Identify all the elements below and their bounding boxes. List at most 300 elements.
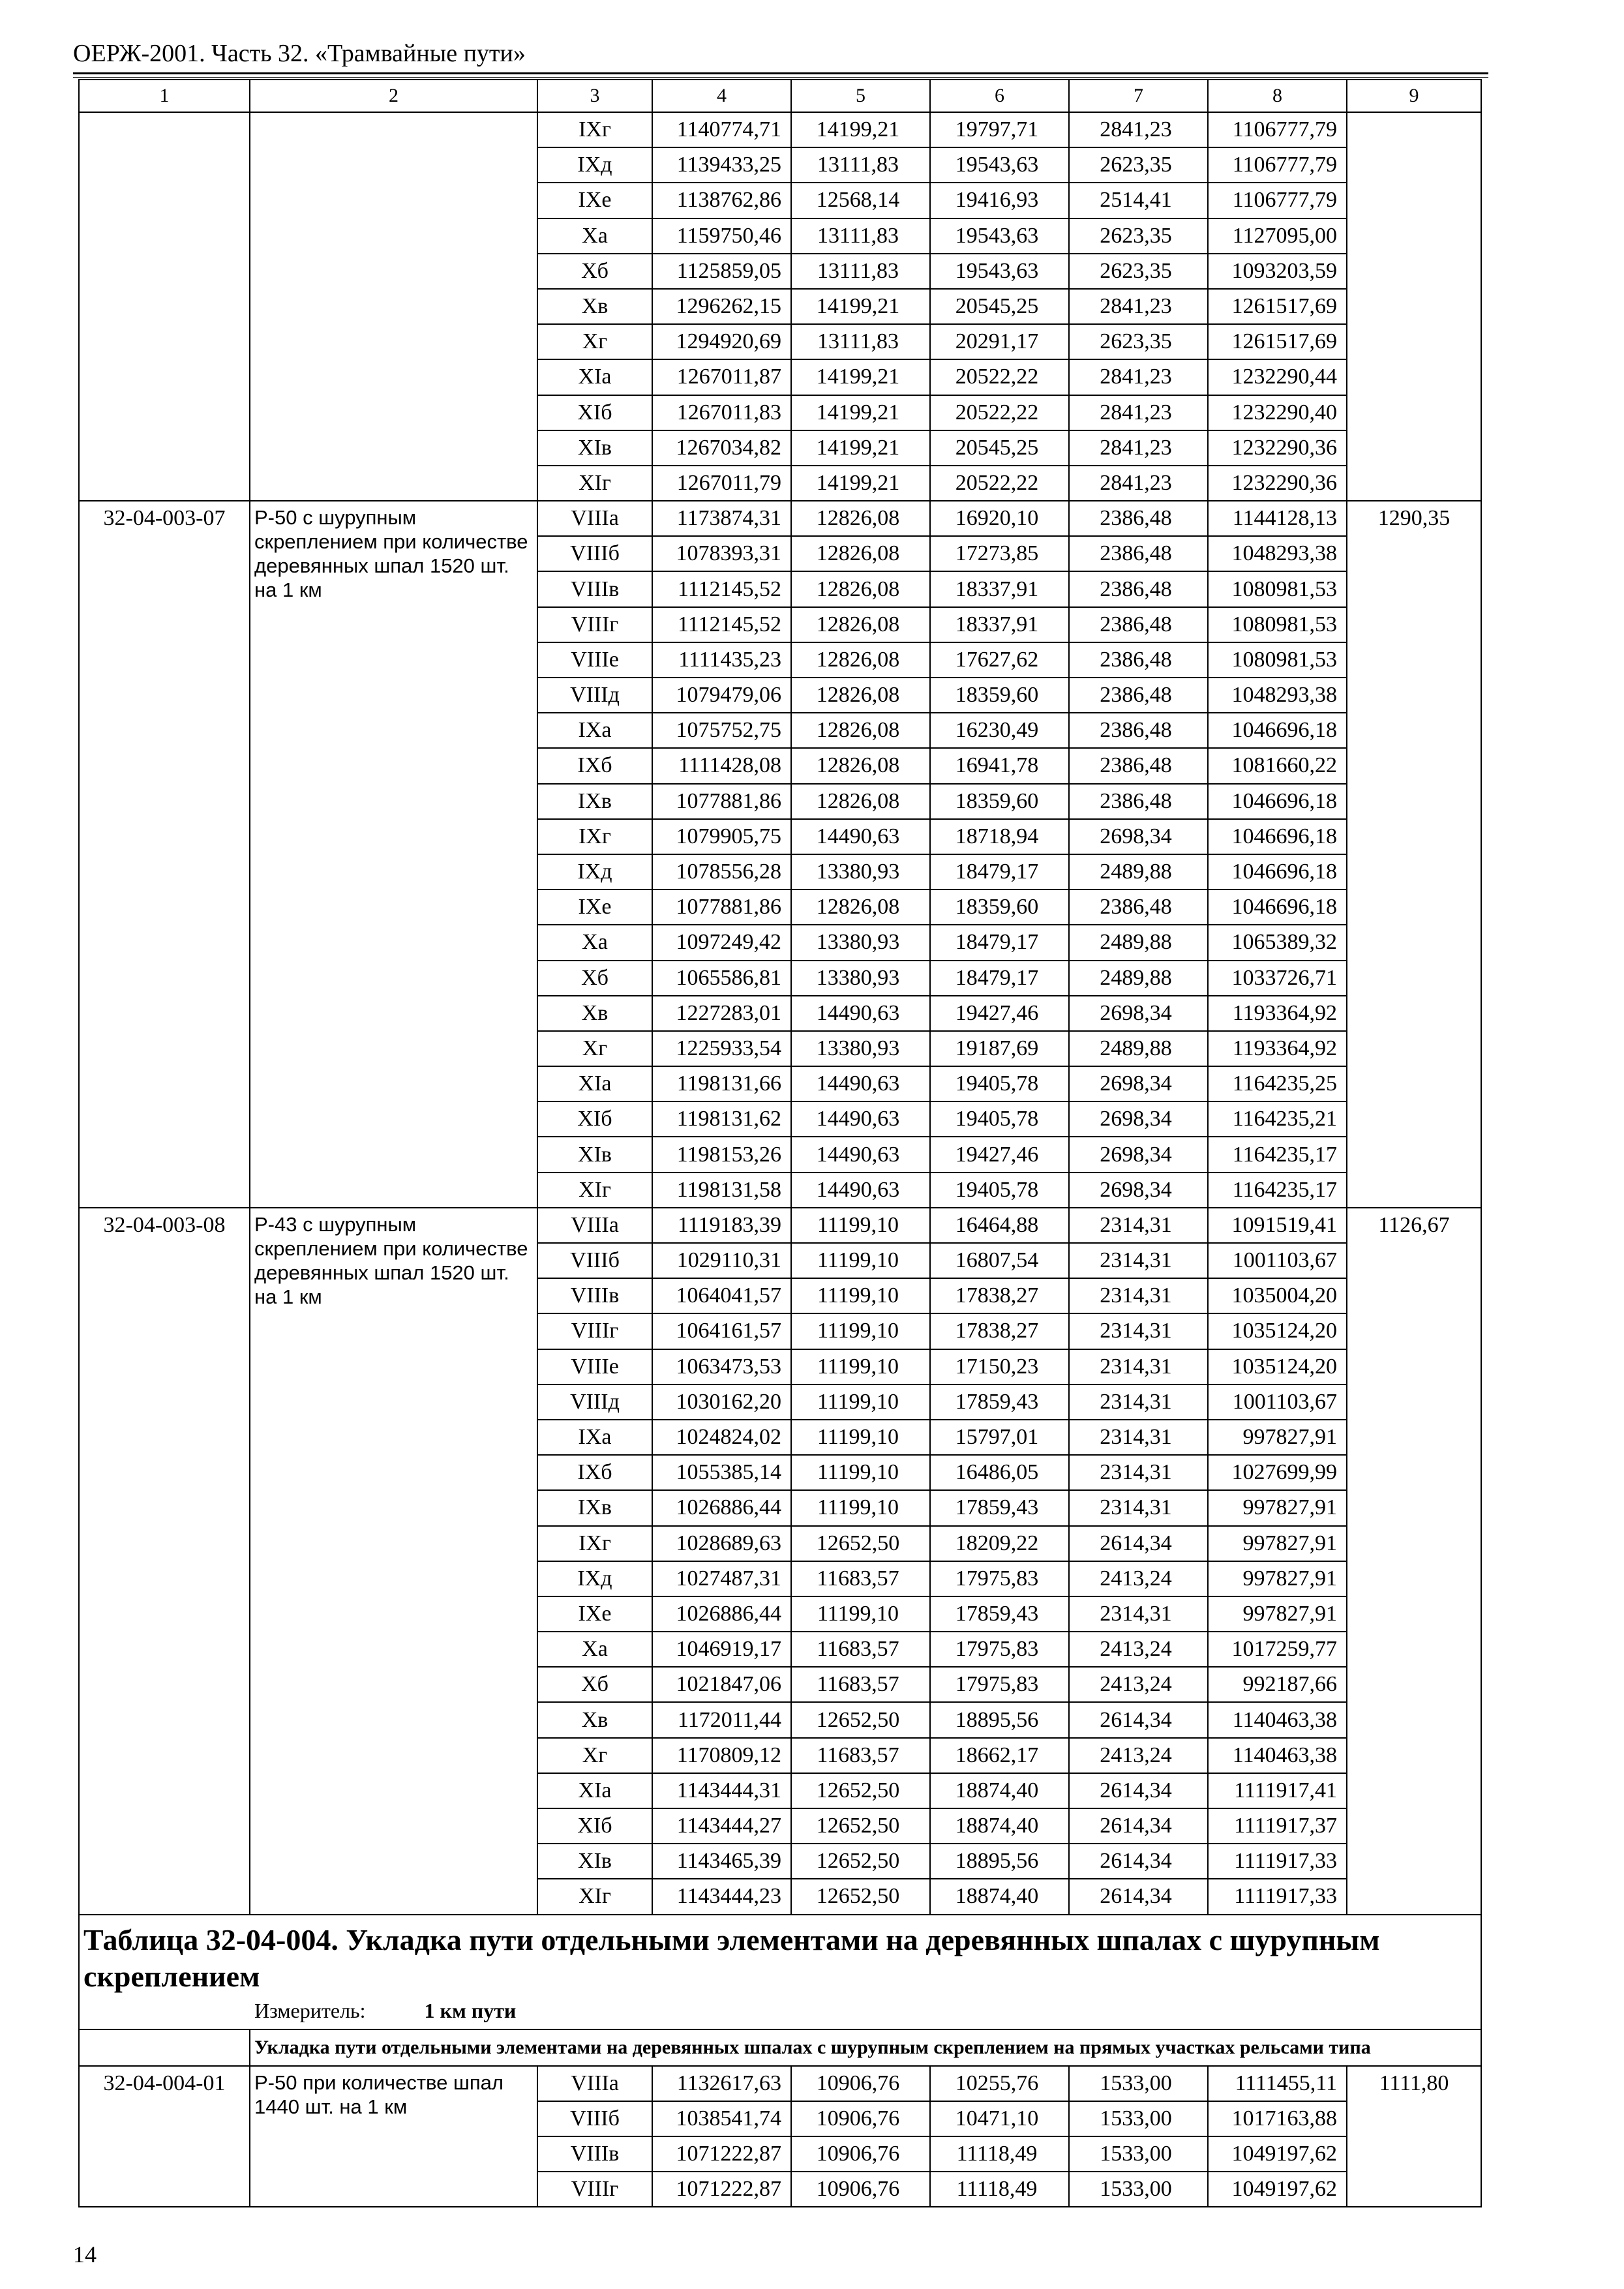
total-cost-cell: 1143444,27	[652, 1808, 791, 1844]
machinist-wages-cell: 2314,31	[1069, 1420, 1208, 1455]
wages-cell: 12652,50	[791, 1808, 930, 1844]
zone-cell: XIв	[537, 430, 652, 466]
machinery-cell: 17859,43	[930, 1384, 1069, 1420]
header-rule	[73, 72, 1488, 74]
wages-cell: 13111,83	[791, 254, 930, 289]
materials-cell: 1261517,69	[1208, 289, 1347, 324]
machinist-wages-cell: 2386,48	[1069, 642, 1208, 678]
wages-cell: 11199,10	[791, 1243, 930, 1278]
zone-cell: XIб	[537, 395, 652, 430]
materials-cell: 1232290,40	[1208, 395, 1347, 430]
total-cost-cell: 1077881,86	[652, 890, 791, 925]
zone-cell: Xа	[537, 925, 652, 960]
machinist-wages-cell: 2623,35	[1069, 324, 1208, 359]
machinery-cell: 20522,22	[930, 466, 1069, 501]
zone-cell: IXв	[537, 784, 652, 819]
materials-cell: 1035004,20	[1208, 1278, 1347, 1313]
materials-cell: 1127095,00	[1208, 218, 1347, 254]
total-cost-cell: 1139433,25	[652, 147, 791, 183]
wages-cell: 11683,57	[791, 1667, 930, 1702]
materials-cell: 1111917,33	[1208, 1844, 1347, 1879]
wages-cell: 14490,63	[791, 819, 930, 854]
table-row	[79, 1208, 1481, 1243]
total-cost-cell: 1111435,23	[652, 642, 791, 678]
total-cost-cell: 1198153,26	[652, 1137, 791, 1172]
column-number: 2	[250, 80, 537, 112]
column-number: 4	[652, 80, 791, 112]
zone-cell: VIIIа	[537, 501, 652, 536]
machinist-wages-cell: 2489,88	[1069, 1031, 1208, 1066]
machinist-wages-cell: 2413,24	[1069, 1632, 1208, 1667]
zone-cell: VIIIа	[537, 2066, 652, 2101]
zone-cell: IXв	[537, 1490, 652, 1525]
zone-cell: IXг	[537, 112, 652, 147]
total-cost-cell: 1064041,57	[652, 1278, 791, 1313]
machinery-cell: 16807,54	[930, 1243, 1069, 1278]
machinist-wages-cell: 2698,34	[1069, 1137, 1208, 1172]
machinist-wages-cell: 2314,31	[1069, 1490, 1208, 1525]
materials-cell: 997827,91	[1208, 1490, 1347, 1525]
zone-cell: VIIIг	[537, 2172, 652, 2207]
zone-cell: XIг	[537, 466, 652, 501]
wages-cell: 14490,63	[791, 1137, 930, 1172]
materials-cell: 1017163,88	[1208, 2101, 1347, 2136]
machinery-cell: 17838,27	[930, 1278, 1069, 1313]
total-cost-cell: 1079479,06	[652, 678, 791, 713]
machinery-cell: 18718,94	[930, 819, 1069, 854]
wages-cell: 12652,50	[791, 1526, 930, 1561]
materials-cell: 1065389,32	[1208, 925, 1347, 960]
machinist-wages-cell: 2386,48	[1069, 536, 1208, 571]
machinist-wages-cell: 2614,34	[1069, 1702, 1208, 1737]
total-cost-cell: 1038541,74	[652, 2101, 791, 2136]
machinery-cell: 16464,88	[930, 1208, 1069, 1243]
labor-cell: 1290,35	[1347, 501, 1481, 1208]
empty-labor-cell	[1347, 112, 1481, 501]
zone-cell: Xв	[537, 1702, 652, 1737]
zone-cell: VIIIб	[537, 536, 652, 571]
zone-cell: IXе	[537, 1596, 652, 1632]
total-cost-cell: 1029110,31	[652, 1243, 791, 1278]
machinery-cell: 18895,56	[930, 1702, 1069, 1737]
total-cost-cell: 1065586,81	[652, 961, 791, 996]
machinist-wages-cell: 2386,48	[1069, 784, 1208, 819]
machinist-wages-cell: 2614,34	[1069, 1879, 1208, 1914]
total-cost-cell: 1225933,54	[652, 1031, 791, 1066]
machinist-wages-cell: 2386,48	[1069, 713, 1208, 748]
machinery-cell: 18662,17	[930, 1738, 1069, 1773]
materials-cell: 1106777,79	[1208, 112, 1347, 147]
wages-cell: 12826,08	[791, 890, 930, 925]
zone-cell: VIIIг	[537, 607, 652, 642]
materials-cell: 1111917,33	[1208, 1879, 1347, 1914]
total-cost-cell: 1079905,75	[652, 819, 791, 854]
machinery-cell: 16920,10	[930, 501, 1069, 536]
rate-code: 32-04-003-08	[79, 1208, 250, 1915]
machinist-wages-cell: 2386,48	[1069, 748, 1208, 783]
machinery-cell: 17975,83	[930, 1561, 1069, 1596]
machinist-wages-cell: 2841,23	[1069, 395, 1208, 430]
total-cost-cell: 1296262,15	[652, 289, 791, 324]
zone-cell: VIIIв	[537, 571, 652, 606]
measure-line	[254, 1996, 1477, 2025]
materials-cell: 1144128,13	[1208, 501, 1347, 536]
wages-cell: 14490,63	[791, 1173, 930, 1208]
wages-cell: 14490,63	[791, 1066, 930, 1101]
materials-cell: 1193364,92	[1208, 996, 1347, 1031]
machinist-wages-cell: 2841,23	[1069, 430, 1208, 466]
machinist-wages-cell: 2386,48	[1069, 501, 1208, 536]
machinist-wages-cell: 2841,23	[1069, 112, 1208, 147]
machinery-cell: 19797,71	[930, 112, 1069, 147]
zone-cell: Xб	[537, 254, 652, 289]
materials-cell: 1093203,59	[1208, 254, 1347, 289]
wages-cell: 11199,10	[791, 1278, 930, 1313]
machinist-wages-cell: 2386,48	[1069, 678, 1208, 713]
materials-cell: 1048293,38	[1208, 536, 1347, 571]
zone-cell: Xб	[537, 1667, 652, 1702]
wages-cell: 11683,57	[791, 1632, 930, 1667]
zone-cell: XIг	[537, 1879, 652, 1914]
wages-cell: 12652,50	[791, 1702, 930, 1737]
machinist-wages-cell: 1533,00	[1069, 2172, 1208, 2207]
total-cost-cell: 1026886,44	[652, 1596, 791, 1632]
total-cost-cell: 1112145,52	[652, 607, 791, 642]
machinist-wages-cell: 2614,34	[1069, 1526, 1208, 1561]
zone-cell: Xг	[537, 1738, 652, 1773]
labor-cell: 1111,80	[1347, 2066, 1481, 2207]
machinist-wages-cell: 2314,31	[1069, 1349, 1208, 1384]
zone-cell: IXд	[537, 854, 652, 890]
machinist-wages-cell: 2623,35	[1069, 147, 1208, 183]
wages-cell: 14199,21	[791, 395, 930, 430]
machinery-cell: 19543,63	[930, 254, 1069, 289]
wages-cell: 14199,21	[791, 466, 930, 501]
zone-cell: XIв	[537, 1137, 652, 1172]
rate-code: 32-04-004-01	[79, 2066, 250, 2207]
machinist-wages-cell: 2623,35	[1069, 218, 1208, 254]
materials-cell: 1106777,79	[1208, 183, 1347, 218]
materials-cell: 1193364,92	[1208, 1031, 1347, 1066]
machinist-wages-cell: 2489,88	[1069, 961, 1208, 996]
total-cost-cell: 1173874,31	[652, 501, 791, 536]
machinery-cell: 17859,43	[930, 1596, 1069, 1632]
materials-cell: 1017259,77	[1208, 1632, 1347, 1667]
zone-cell: VIIIе	[537, 642, 652, 678]
total-cost-cell: 1267011,83	[652, 395, 791, 430]
zone-cell: Xв	[537, 996, 652, 1031]
labor-cell: 1126,67	[1347, 1208, 1481, 1915]
total-cost-cell: 1078556,28	[652, 854, 791, 890]
machinist-wages-cell: 2698,34	[1069, 996, 1208, 1031]
machinist-wages-cell: 2489,88	[1069, 854, 1208, 890]
empty-code-cell	[79, 112, 250, 501]
zone-cell: XIв	[537, 1844, 652, 1879]
zone-cell: VIIIд	[537, 678, 652, 713]
materials-cell: 1164235,17	[1208, 1137, 1347, 1172]
materials-cell: 1049197,62	[1208, 2172, 1347, 2207]
materials-cell: 1164235,25	[1208, 1066, 1347, 1101]
machinery-cell: 18874,40	[930, 1808, 1069, 1844]
wages-cell: 12826,08	[791, 501, 930, 536]
zone-cell: IXа	[537, 713, 652, 748]
empty-subheader-cell	[79, 2029, 250, 2066]
total-cost-cell: 1071222,87	[652, 2136, 791, 2172]
machinist-wages-cell: 2841,23	[1069, 359, 1208, 395]
wages-cell: 11199,10	[791, 1349, 930, 1384]
machinist-wages-cell: 2413,24	[1069, 1667, 1208, 1702]
materials-cell: 1046696,18	[1208, 784, 1347, 819]
machinery-cell: 19427,46	[930, 996, 1069, 1031]
total-cost-cell: 1075752,75	[652, 713, 791, 748]
machinery-cell: 19405,78	[930, 1101, 1069, 1137]
wages-cell: 13111,83	[791, 324, 930, 359]
wages-cell: 12826,08	[791, 748, 930, 783]
zone-cell: XIа	[537, 1773, 652, 1808]
wages-cell: 11199,10	[791, 1455, 930, 1490]
total-cost-cell: 1143465,39	[652, 1844, 791, 1879]
wages-cell: 10906,76	[791, 2172, 930, 2207]
wages-cell: 12826,08	[791, 713, 930, 748]
materials-cell: 1048293,38	[1208, 678, 1347, 713]
machinery-cell: 17273,85	[930, 536, 1069, 571]
machinist-wages-cell: 2314,31	[1069, 1596, 1208, 1632]
machinist-wages-cell: 2841,23	[1069, 289, 1208, 324]
machinist-wages-cell: 1533,00	[1069, 2101, 1208, 2136]
zone-cell: Xг	[537, 1031, 652, 1066]
machinery-cell: 18874,40	[930, 1773, 1069, 1808]
rate-code: 32-04-003-07	[79, 501, 250, 1208]
zone-cell: XIб	[537, 1808, 652, 1844]
materials-cell: 1046696,18	[1208, 854, 1347, 890]
machinery-cell: 20291,17	[930, 324, 1069, 359]
machinery-cell: 18895,56	[930, 1844, 1069, 1879]
wages-cell: 12652,50	[791, 1773, 930, 1808]
materials-cell: 1111917,41	[1208, 1773, 1347, 1808]
column-number: 1	[79, 80, 250, 112]
wages-cell: 14490,63	[791, 1101, 930, 1137]
wages-cell: 12826,08	[791, 536, 930, 571]
machinery-cell: 18479,17	[930, 854, 1069, 890]
machinist-wages-cell: 2841,23	[1069, 466, 1208, 501]
total-cost-cell: 1159750,46	[652, 218, 791, 254]
zone-cell: XIа	[537, 1066, 652, 1101]
machinery-cell: 16230,49	[930, 713, 1069, 748]
table-row	[79, 501, 1481, 536]
machinist-wages-cell: 2623,35	[1069, 254, 1208, 289]
zone-cell: Xа	[537, 218, 652, 254]
wages-cell: 10906,76	[791, 2066, 930, 2101]
materials-cell: 1164235,17	[1208, 1173, 1347, 1208]
total-cost-cell: 1111428,08	[652, 748, 791, 783]
section-subheader: Укладка пути отдельными элементами на деревянных шпалах с шурупным скреплением на прямых участках рельсами типа	[250, 2029, 1481, 2066]
wages-cell: 12826,08	[791, 607, 930, 642]
wages-cell: 13380,93	[791, 961, 930, 996]
total-cost-cell: 1021847,06	[652, 1667, 791, 1702]
subheader-row	[79, 2029, 1481, 2066]
zone-cell: IXе	[537, 183, 652, 218]
zone-cell: IXд	[537, 147, 652, 183]
machinist-wages-cell: 2386,48	[1069, 890, 1208, 925]
column-number: 9	[1347, 80, 1481, 112]
wages-cell: 11199,10	[791, 1313, 930, 1349]
machinist-wages-cell: 2614,34	[1069, 1844, 1208, 1879]
machinist-wages-cell: 2514,41	[1069, 183, 1208, 218]
materials-cell: 1035124,20	[1208, 1313, 1347, 1349]
machinery-cell: 18479,17	[930, 925, 1069, 960]
table-row	[79, 2066, 1481, 2101]
total-cost-cell: 1125859,05	[652, 254, 791, 289]
zone-cell: IXа	[537, 1420, 652, 1455]
wages-cell: 11199,10	[791, 1490, 930, 1525]
total-cost-cell: 1267034,82	[652, 430, 791, 466]
machinery-cell: 11118,49	[930, 2136, 1069, 2172]
zone-cell: XIб	[537, 1101, 652, 1137]
total-cost-cell: 1267011,79	[652, 466, 791, 501]
total-cost-cell: 1063473,53	[652, 1349, 791, 1384]
wages-cell: 13380,93	[791, 1031, 930, 1066]
materials-cell: 1091519,41	[1208, 1208, 1347, 1243]
materials-cell: 1080981,53	[1208, 642, 1347, 678]
rate-description: Р-50 с шурупным скреплением при количестве деревянных шпал 1520 шт. на 1 км	[250, 501, 537, 1208]
total-cost-cell: 1143444,23	[652, 1879, 791, 1914]
total-cost-cell: 1064161,57	[652, 1313, 791, 1349]
machinery-cell: 16941,78	[930, 748, 1069, 783]
machinery-cell: 19405,78	[930, 1173, 1069, 1208]
machinist-wages-cell: 2386,48	[1069, 607, 1208, 642]
machinery-cell: 20522,22	[930, 359, 1069, 395]
machinist-wages-cell: 2314,31	[1069, 1243, 1208, 1278]
machinery-cell: 16486,05	[930, 1455, 1069, 1490]
total-cost-cell: 1078393,31	[652, 536, 791, 571]
machinist-wages-cell: 2314,31	[1069, 1455, 1208, 1490]
materials-cell: 1046696,18	[1208, 819, 1347, 854]
zone-cell: VIIIб	[537, 2101, 652, 2136]
machinist-wages-cell: 2314,31	[1069, 1208, 1208, 1243]
machinist-wages-cell: 2314,31	[1069, 1384, 1208, 1420]
machinery-cell: 20522,22	[930, 395, 1069, 430]
machinist-wages-cell: 2489,88	[1069, 925, 1208, 960]
machinery-cell: 18337,91	[930, 607, 1069, 642]
total-cost-cell: 1172011,44	[652, 1702, 791, 1737]
wages-cell: 13111,83	[791, 147, 930, 183]
wages-cell: 13380,93	[791, 854, 930, 890]
table-row	[79, 112, 1481, 147]
machinery-cell: 18209,22	[930, 1526, 1069, 1561]
zone-cell: XIг	[537, 1173, 652, 1208]
total-cost-cell: 1024824,02	[652, 1420, 791, 1455]
materials-cell: 1049197,62	[1208, 2136, 1347, 2172]
zone-cell: IXб	[537, 748, 652, 783]
materials-cell: 1001103,67	[1208, 1384, 1347, 1420]
total-cost-cell: 1030162,20	[652, 1384, 791, 1420]
total-cost-cell: 1055385,14	[652, 1455, 791, 1490]
machinist-wages-cell: 2413,24	[1069, 1561, 1208, 1596]
machinery-cell: 18359,60	[930, 784, 1069, 819]
wages-cell: 11199,10	[791, 1208, 930, 1243]
rate-description: Р-43 с шурупным скреплением при количестве деревянных шпал 1520 шт. на 1 км	[250, 1208, 537, 1915]
machinery-cell: 19427,46	[930, 1137, 1069, 1172]
section-header-row	[79, 1915, 1481, 2029]
materials-cell: 1232290,36	[1208, 430, 1347, 466]
zone-cell: VIIIа	[537, 1208, 652, 1243]
measure-unit: 1 км пути	[424, 1998, 517, 2022]
materials-cell: 997827,91	[1208, 1420, 1347, 1455]
materials-cell: 1080981,53	[1208, 607, 1347, 642]
wages-cell: 12826,08	[791, 678, 930, 713]
total-cost-cell: 1119183,39	[652, 1208, 791, 1243]
materials-cell: 1232290,44	[1208, 359, 1347, 395]
machinery-cell: 17150,23	[930, 1349, 1069, 1384]
total-cost-cell: 1112145,52	[652, 571, 791, 606]
materials-cell: 997827,91	[1208, 1596, 1347, 1632]
total-cost-cell: 1077881,86	[652, 784, 791, 819]
zone-cell: VIIIв	[537, 2136, 652, 2172]
zone-cell: VIIIб	[537, 1243, 652, 1278]
zone-cell: VIIIг	[537, 1313, 652, 1349]
machinery-cell: 11118,49	[930, 2172, 1069, 2207]
total-cost-cell: 1170809,12	[652, 1738, 791, 1773]
wages-cell: 14199,21	[791, 359, 930, 395]
total-cost-cell: 1132617,63	[652, 2066, 791, 2101]
machinery-cell: 20545,25	[930, 289, 1069, 324]
column-number: 8	[1208, 80, 1347, 112]
materials-cell: 1140463,38	[1208, 1738, 1347, 1773]
zone-cell: Xб	[537, 961, 652, 996]
materials-cell: 1035124,20	[1208, 1349, 1347, 1384]
wages-cell: 14199,21	[791, 289, 930, 324]
machinist-wages-cell: 2614,34	[1069, 1773, 1208, 1808]
total-cost-cell: 1143444,31	[652, 1773, 791, 1808]
total-cost-cell: 1027487,31	[652, 1561, 791, 1596]
wages-cell: 12826,08	[791, 784, 930, 819]
materials-cell: 1046696,18	[1208, 713, 1347, 748]
materials-cell: 1106777,79	[1208, 147, 1347, 183]
machinery-cell: 18337,91	[930, 571, 1069, 606]
column-number: 6	[930, 80, 1069, 112]
wages-cell: 10906,76	[791, 2101, 930, 2136]
rate-description: Р-50 при количестве шпал 1440 шт. на 1 км	[250, 2066, 537, 2207]
materials-cell: 1111917,37	[1208, 1808, 1347, 1844]
machinery-cell: 17838,27	[930, 1313, 1069, 1349]
wages-cell: 12568,14	[791, 183, 930, 218]
zone-cell: Xг	[537, 324, 652, 359]
zone-cell: IXд	[537, 1561, 652, 1596]
section-title: Таблица 32-04-004. Укладка пути отдельными элементами на деревянных шпалах с шурупным скреплением	[83, 1922, 1380, 1993]
materials-cell: 1080981,53	[1208, 571, 1347, 606]
machinery-cell: 19405,78	[930, 1066, 1069, 1101]
machinery-cell: 19543,63	[930, 147, 1069, 183]
total-cost-cell: 1026886,44	[652, 1490, 791, 1525]
wages-cell: 11199,10	[791, 1420, 930, 1455]
wages-cell: 13111,83	[791, 218, 930, 254]
wages-cell: 13380,93	[791, 925, 930, 960]
materials-cell: 1001103,67	[1208, 1243, 1347, 1278]
wages-cell: 14199,21	[791, 112, 930, 147]
machinist-wages-cell: 2698,34	[1069, 819, 1208, 854]
machinery-cell: 15797,01	[930, 1420, 1069, 1455]
machinist-wages-cell: 2314,31	[1069, 1278, 1208, 1313]
machinist-wages-cell: 2413,24	[1069, 1738, 1208, 1773]
total-cost-cell: 1227283,01	[652, 996, 791, 1031]
machinist-wages-cell: 2314,31	[1069, 1313, 1208, 1349]
rates-table	[78, 79, 1482, 2207]
wages-cell: 10906,76	[791, 2136, 930, 2172]
column-number: 7	[1069, 80, 1208, 112]
zone-cell: VIIIд	[537, 1384, 652, 1420]
materials-cell: 1111455,11	[1208, 2066, 1347, 2101]
column-number: 5	[791, 80, 930, 112]
